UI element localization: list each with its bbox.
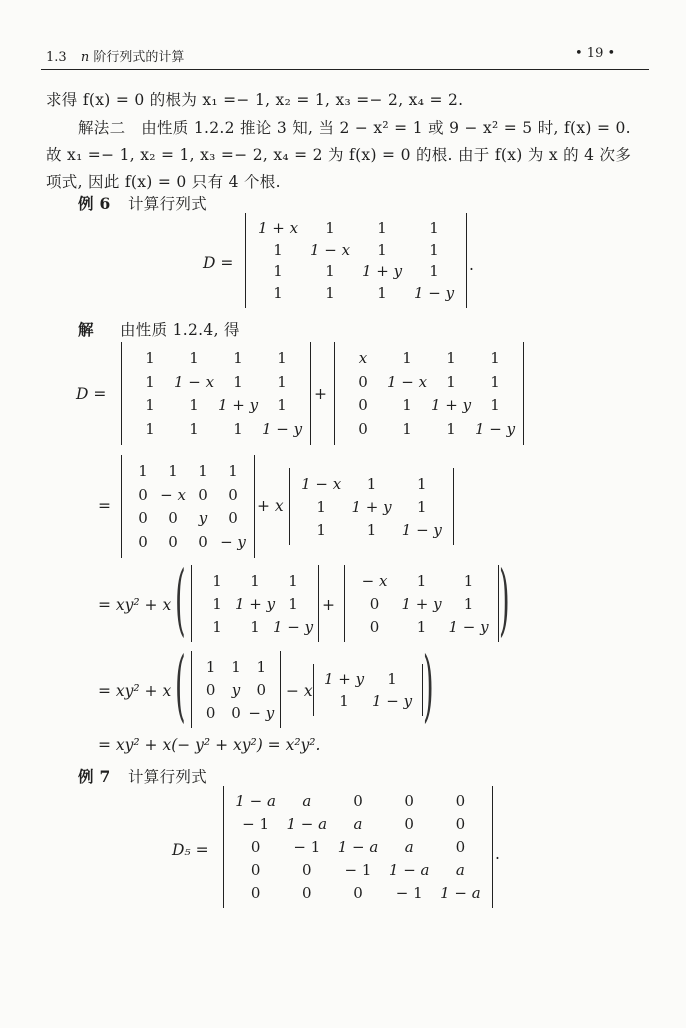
matrix-cell: 1: [316, 497, 326, 516]
matrix-cell: − 1: [344, 860, 372, 879]
matrix-cell: 0: [455, 838, 466, 856]
matrix-cell: 1: [429, 218, 439, 237]
text-line-3: 故 x₁ =− 1, x₂ = 1, x₃ =− 2, x₄ = 2 为 f(x) = 0 的根. 由于 f(x) 为 x 的 4 次多: [46, 146, 632, 164]
matrix-cell: 0: [168, 533, 178, 552]
example-6-text: 计算行列式: [128, 195, 208, 213]
matrix-cell: 1 − x: [386, 372, 428, 391]
matrix-cell: 1: [325, 262, 335, 281]
matrix-cell: − y: [220, 533, 246, 552]
matrix-cell: 0: [138, 533, 148, 552]
matrix-cell: a: [353, 815, 363, 834]
step2-eq: =: [98, 497, 111, 515]
det-m5: [191, 565, 319, 642]
matrix-cell: 1: [377, 240, 387, 259]
matrix-cell: 1 + y: [217, 396, 259, 415]
matrix-cell: 0: [353, 883, 363, 902]
matrix-cell: 1: [490, 372, 500, 391]
matrix-cell: 1: [273, 240, 283, 259]
matrix-cell: 0: [302, 883, 312, 902]
ex6-determinant: [245, 213, 467, 308]
matrix-cell: 1: [416, 617, 427, 636]
text-line-2: 解法二 由性质 1.2.2 推论 3 知, 当 2 − x² = 1 或 9 − x² = 5 时, f(x) = 0.: [78, 119, 631, 137]
matrix-cell: 1: [189, 396, 199, 415]
matrix-cell: 1: [446, 372, 456, 391]
matrix-cell: 1 − a: [388, 860, 430, 879]
det-m6: [344, 565, 499, 642]
matrix-cell: 1 − y: [261, 420, 303, 439]
det-m2: [334, 342, 524, 445]
matrix-cell: 1: [256, 657, 267, 676]
matrix-cell: 1: [212, 594, 222, 613]
matrix-cell: 1: [446, 420, 456, 439]
matrix-cell: 1: [429, 262, 439, 281]
matrix-cell: 1 − y: [371, 692, 413, 710]
matrix-cell: 0: [404, 815, 414, 834]
matrix-cell: 1 − y: [272, 617, 314, 636]
matrix-cell: y: [198, 509, 208, 528]
matrix-cell: 1: [416, 571, 427, 590]
matrix-cell: 0: [228, 485, 238, 504]
det-m7: [191, 651, 281, 728]
matrix-cell: 1: [231, 657, 241, 676]
matrix-cell: 1: [233, 420, 243, 439]
matrix-cell: x: [358, 348, 368, 367]
matrix-cell: 0: [205, 703, 216, 722]
matrix-cell: 1: [228, 461, 238, 480]
matrix-cell: 1 − y: [448, 617, 489, 636]
matrix-cell: 1: [490, 396, 500, 415]
matrix-cell: 1: [145, 396, 155, 415]
matrix-cell: 1: [339, 692, 349, 710]
matrix-cell: 0: [228, 509, 238, 528]
matrix-cell: 1: [402, 396, 412, 415]
matrix-cell: 1 + y: [401, 594, 442, 613]
matrix-cell: 1: [145, 372, 155, 391]
matrix-cell: 1: [402, 420, 412, 439]
sol-plus: +: [314, 385, 327, 403]
matrix-cell: 0: [369, 617, 380, 636]
matrix-cell: 1: [277, 396, 287, 415]
matrix-cell: 1: [198, 461, 208, 480]
matrix-cell: 1: [138, 461, 148, 480]
matrix-cell: 1 + y: [430, 396, 472, 415]
ex7-end: .: [495, 845, 500, 863]
matrix-cell: 1: [233, 372, 243, 391]
section-number: 1.3: [46, 50, 67, 65]
matrix-cell: − x: [361, 571, 388, 590]
matrix-cell: 1: [277, 348, 287, 367]
matrix-cell: a: [404, 838, 414, 856]
matrix-cell: 0: [231, 703, 241, 722]
matrix-cell: 0: [250, 838, 261, 856]
matrix-cell: a: [455, 860, 465, 879]
matrix-cell: 1: [490, 348, 500, 367]
matrix-cell: 1: [446, 348, 456, 367]
step3-close-paren: ): [499, 555, 510, 645]
matrix-cell: 1: [189, 420, 199, 439]
matrix-cell: 1: [325, 218, 335, 237]
matrix-cell: 1 − a: [235, 792, 276, 811]
matrix-cell: 1: [288, 571, 298, 590]
matrix-cell: 0: [138, 485, 148, 504]
matrix-cell: 1: [273, 284, 283, 303]
solution-text: 由性质 1.2.4, 得: [120, 321, 240, 339]
matrix-cell: 0: [455, 815, 466, 834]
ex7-determinant: [223, 786, 493, 908]
matrix-cell: 1 − y: [474, 420, 516, 439]
matrix-cell: 1: [377, 218, 387, 237]
text-line-1: 求得 f(x) = 0 的根为 x₁ =− 1, x₂ = 1, x₃ =− 2, x₄ = 2.: [46, 91, 464, 109]
matrix-cell: 0: [404, 792, 414, 811]
running-header: [46, 46, 184, 65]
matrix-cell: 1 + y: [323, 670, 365, 688]
step3-prefix: = xy² + x: [98, 596, 172, 614]
matrix-cell: 1: [387, 670, 397, 688]
step3-open-paren: (: [175, 555, 186, 645]
matrix-cell: 1: [212, 617, 222, 636]
matrix-cell: 0: [250, 860, 261, 879]
solution-label: 解: [78, 320, 94, 339]
matrix-cell: 0: [138, 509, 148, 528]
matrix-cell: 1: [429, 240, 439, 259]
matrix-cell: 1 + y: [234, 594, 276, 613]
matrix-cell: 1: [402, 348, 412, 367]
ex6-end: .: [469, 256, 474, 274]
det-m4: [289, 468, 454, 545]
matrix-cell: 0: [302, 860, 312, 879]
matrix-cell: 1: [377, 284, 387, 303]
det-m3: [121, 455, 255, 558]
matrix-cell: 0: [358, 396, 368, 415]
matrix-cell: 1 − x: [301, 474, 342, 493]
matrix-cell: 1 − y: [413, 284, 455, 303]
matrix-cell: 1: [417, 497, 427, 516]
matrix-cell: 0: [358, 372, 368, 391]
matrix-cell: 1: [463, 571, 474, 590]
matrix-cell: 1: [417, 474, 427, 493]
matrix-cell: − 1: [395, 883, 423, 902]
matrix-cell: 1: [205, 657, 216, 676]
header-var: n: [80, 50, 90, 65]
matrix-cell: 1 + y: [351, 497, 392, 516]
step4-close-paren: ): [423, 641, 434, 731]
matrix-cell: 1: [366, 474, 377, 493]
matrix-cell: y: [231, 680, 241, 699]
matrix-cell: 0: [369, 594, 380, 613]
matrix-cell: 1: [250, 571, 260, 590]
matrix-cell: 0: [198, 485, 208, 504]
matrix-cell: 1 − x: [309, 240, 351, 259]
step4-minus-x: − x: [286, 682, 313, 700]
header-rule: [41, 69, 649, 70]
matrix-cell: − 1: [293, 838, 321, 856]
page-number: • 19 •: [575, 46, 616, 61]
matrix-cell: 1: [168, 461, 178, 480]
step3-plus: +: [322, 596, 335, 614]
matrix-cell: 0: [250, 883, 261, 902]
matrix-cell: 1: [233, 348, 243, 367]
ex7-lhs: D₅ =: [172, 841, 209, 859]
matrix-cell: 0: [168, 509, 178, 528]
final-result: = xy² + x(− y² + xy²) = x²y².: [98, 736, 321, 754]
matrix-cell: 1: [212, 571, 222, 590]
matrix-cell: − y: [248, 703, 275, 722]
matrix-cell: 1: [273, 262, 283, 281]
matrix-cell: 0: [358, 420, 368, 439]
ex6-lhs: D =: [203, 254, 234, 272]
matrix-cell: a: [302, 792, 312, 811]
matrix-cell: 1: [189, 348, 199, 367]
header-title: 阶行列式的计算: [93, 50, 185, 65]
matrix-cell: 1 + x: [257, 218, 299, 237]
matrix-cell: 1: [316, 520, 326, 539]
matrix-cell: 1 − a: [440, 883, 481, 902]
matrix-cell: 1: [288, 594, 298, 613]
matrix-cell: 1: [325, 284, 335, 303]
det-m1: [121, 342, 311, 445]
example-7-label: 例 7: [78, 767, 111, 786]
matrix-cell: − x: [160, 485, 186, 504]
det-m8: [313, 664, 423, 716]
matrix-cell: 0: [256, 680, 267, 699]
step4-open-paren: (: [175, 641, 186, 731]
example-6-label: 例 6: [78, 194, 111, 213]
matrix-cell: 1: [277, 372, 287, 391]
matrix-cell: 0: [353, 792, 363, 811]
matrix-cell: 1 + y: [361, 262, 403, 281]
step4-prefix: = xy² + x: [98, 682, 172, 700]
matrix-cell: 1: [463, 594, 474, 613]
matrix-cell: 0: [455, 792, 466, 811]
matrix-cell: 0: [205, 680, 216, 699]
matrix-cell: 1: [366, 520, 377, 539]
matrix-cell: 1: [145, 348, 155, 367]
matrix-cell: − 1: [242, 815, 270, 834]
matrix-cell: 0: [198, 533, 208, 552]
sol-lhs: D =: [76, 385, 107, 403]
matrix-cell: 1 − y: [401, 520, 442, 539]
step2-plus-x: + x: [257, 497, 284, 515]
matrix-cell: 1: [250, 617, 260, 636]
matrix-cell: 1 − x: [173, 372, 215, 391]
matrix-cell: 1 − a: [337, 838, 379, 856]
text-line-4: 项式, 因此 f(x) = 0 只有 4 个根.: [46, 173, 281, 191]
matrix-cell: 1: [145, 420, 155, 439]
example-7-text: 计算行列式: [128, 768, 208, 786]
matrix-cell: 1 − a: [286, 815, 328, 834]
